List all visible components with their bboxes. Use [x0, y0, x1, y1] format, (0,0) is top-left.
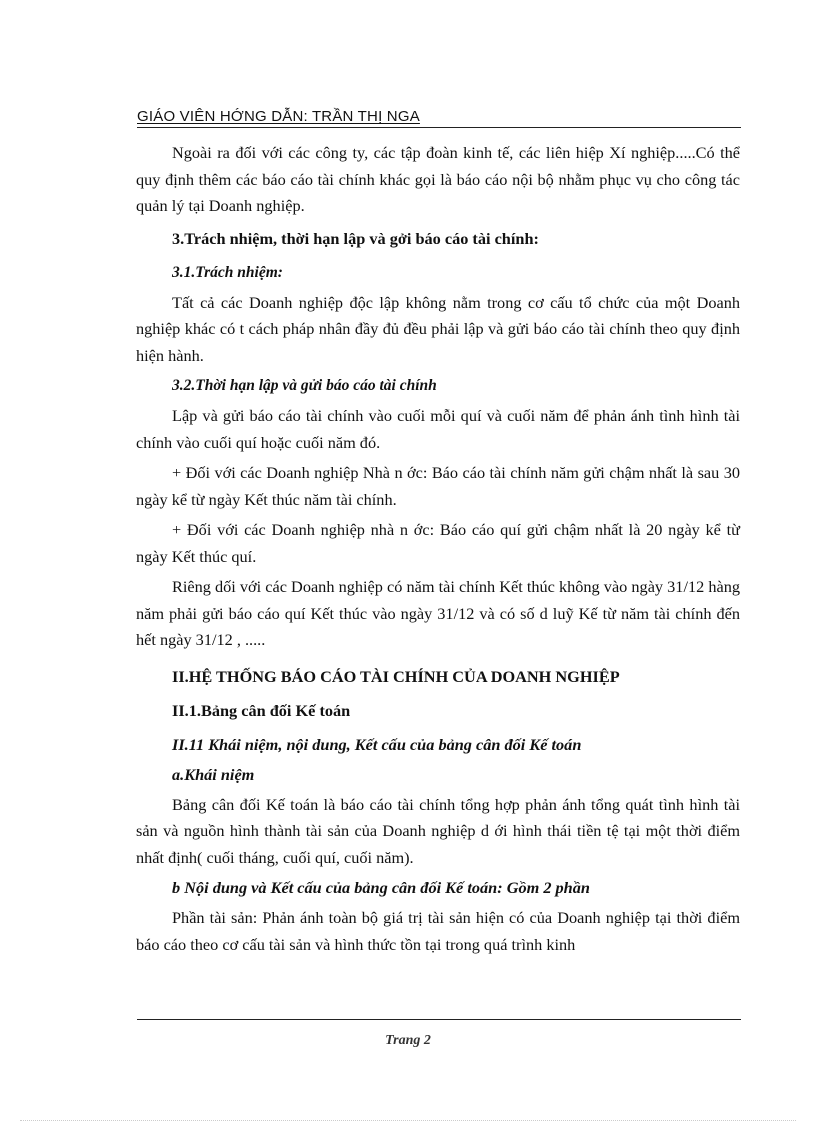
paragraph-concept: Bảng cân đối Kế toán là báo cáo tài chính tổng hợp phản ánh tổng quát tình hình tài sản và nguồn hình thành tài sản của Doanh nghiệp d ới hình thái tiền tệ tại một thời điểm nhất định( cuối tháng, cuối quí, cuối năm). — [136, 794, 740, 867]
document-body — [136, 140, 740, 962]
page-header: GIÁO VIÊN HỚNG DẪN: TRẦN THỊ NGA — [137, 108, 741, 128]
heading-concept: a.Khái niệm — [172, 764, 255, 784]
page-bottom-dotted-line — [20, 1120, 796, 1121]
heading-system-reports: II.HỆ THỐNG BÁO CÁO TÀI CHÍNH CỦA DOANH NGHIỆP — [172, 666, 620, 686]
footer-rule — [137, 1019, 741, 1020]
paragraph-state-annual: + Đối với các Doanh nghiệp Nhà n ớc: Báo cáo tài chính năm gửi chậm nhất là sau 30 ngày kể từ ngày Kết thúc năm tài chính. — [136, 463, 740, 509]
heading-balance-sheet-concept: II.11 Khái niệm, nội dung, Kết cấu của bảng cân đối Kế toán — [172, 734, 582, 754]
paragraph-deadline: Lập và gửi báo cáo tài chính vào cuối mỗi quí và cuối năm để phản ánh tình hình tài chính vào cuối quí hoặc cuối năm đó. — [136, 406, 740, 452]
heading-responsibility-deadline: 3.Trách nhiệm, thời hạn lập và gởi báo cáo tài chính: — [172, 228, 539, 248]
paragraph-fiscal-exception: Riêng dối với các Doanh nghiệp có năm tài chính Kết thúc không vào ngày 31/12 hàng năm phải gửi báo cáo quí Kết thúc vào ngày 31/12 và có số d luỹ Kế từ năm tài chính đến hết ngày 31/12 , ..... — [136, 577, 740, 649]
paragraph-state-quarterly: + Đối với các Doanh nghiệp nhà n ớc: Báo cáo quí gửi chậm nhất là 20 ngày kể từ ngày Kết thúc quí. — [136, 520, 740, 566]
heading-balance-sheet: II.1.Bảng cân đối Kế toán — [172, 700, 351, 720]
heading-responsibility: 3.1.Trách nhiệm: — [172, 263, 283, 281]
heading-deadline: 3.2.Thời hạn lập và gửi báo cáo tài chính — [172, 377, 437, 394]
heading-content-structure: b Nội dung và Kết cấu của bảng cân đối Kế toán: Gồm 2 phần — [172, 878, 590, 897]
paragraph-responsibility: Tất cả các Doanh nghiệp độc lập không nằm trong cơ cấu tổ chức của một Doanh nghiệp khác có t cách pháp nhân đầy đủ đều phải lập và gửi báo cáo tài chính theo quy định hiện hành. — [136, 292, 740, 365]
paragraph-assets: Phần tài sản: Phản ánh toàn bộ giá trị tài sản hiện có của Doanh nghiệp tại thời điểm báo cáo theo cơ cấu tài sản và hình thức tồn tại trong quá trình kinh — [136, 908, 740, 954]
page-number: Trang 2 — [385, 1033, 431, 1048]
paragraph-intro: Ngoài ra đối với các công ty, các tập đoàn kinh tế, các liên hiệp Xí nghiệp.....Có thể quy định thêm các báo cáo tài chính khác gọi là báo cáo nội bộ nhằm phục vụ cho công tác quản lý tại Doanh nghiệp. — [136, 143, 740, 215]
